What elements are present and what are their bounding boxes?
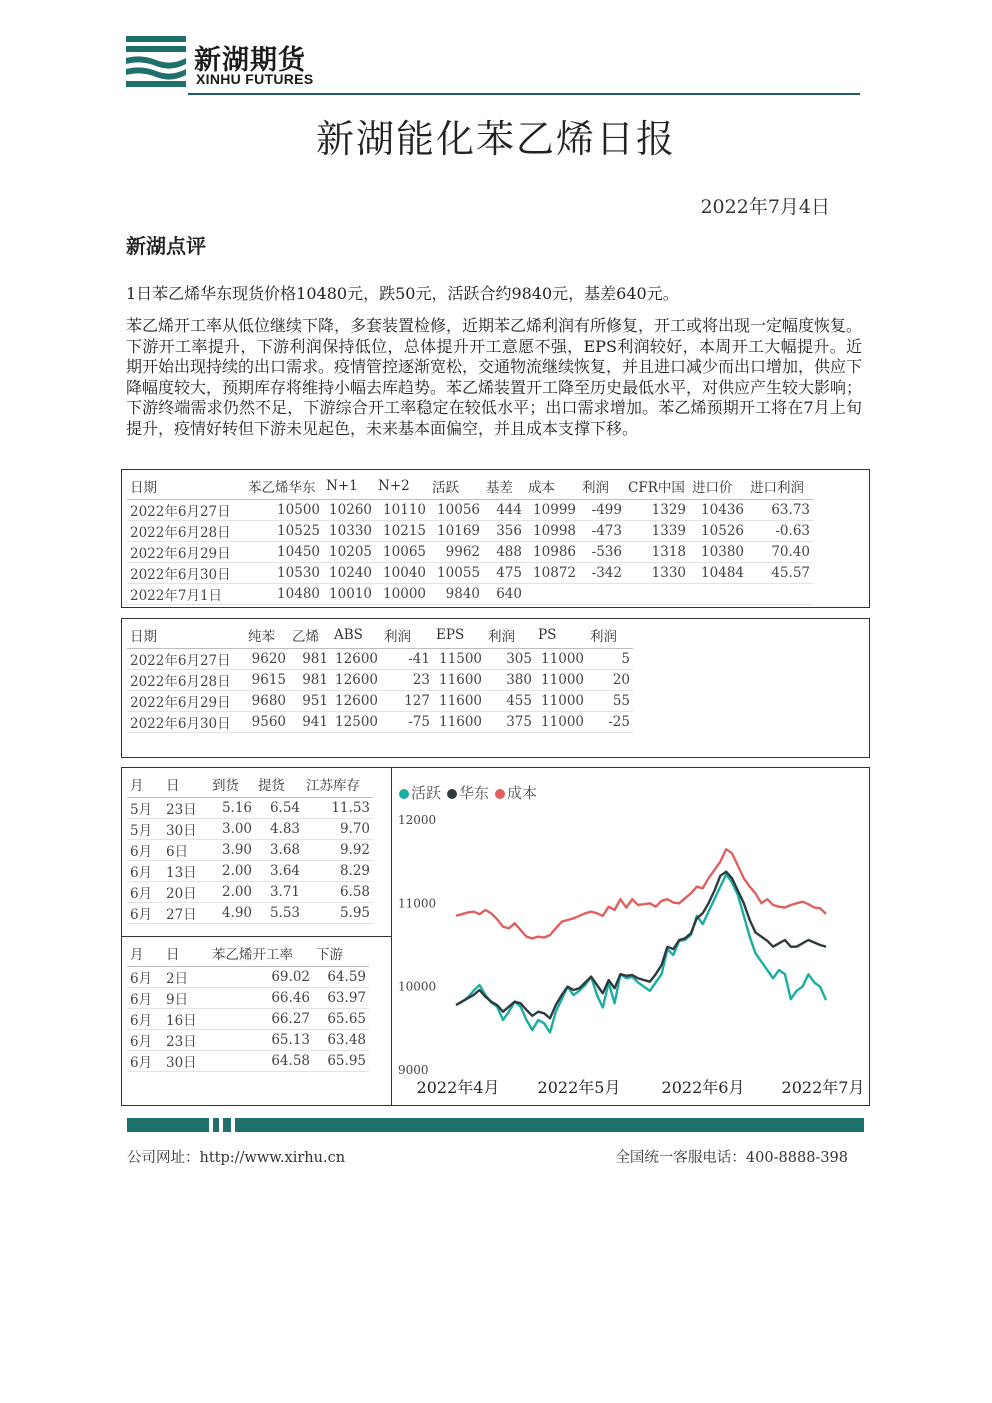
table-row xyxy=(127,712,633,733)
column-header: 苯乙烯开工率 xyxy=(209,940,313,967)
table-cell: 5月 xyxy=(127,819,163,840)
table-cell xyxy=(625,584,689,605)
table-cell: 5.95 xyxy=(303,903,373,924)
column-header: 下游 xyxy=(313,940,369,967)
table-row xyxy=(127,798,373,819)
table-cell: 20 xyxy=(587,670,633,691)
column-header: 江苏库存 xyxy=(303,771,373,798)
table-cell: 4.83 xyxy=(255,819,303,840)
table-cell: 2022年6月29日 xyxy=(127,542,245,563)
table-cell: 65.65 xyxy=(313,1009,369,1030)
table-cell: 10110 xyxy=(375,500,429,521)
table-row xyxy=(127,1030,369,1051)
table-cell: 3.68 xyxy=(255,840,303,861)
table-cell: 1329 xyxy=(625,500,689,521)
table-cell: 1318 xyxy=(625,542,689,563)
table-cell: -41 xyxy=(381,649,433,670)
table-cell xyxy=(579,584,625,605)
column-header: 利润 xyxy=(485,622,535,649)
table-cell: -499 xyxy=(579,500,625,521)
table-cell: 2022年6月30日 xyxy=(127,563,245,584)
table-row xyxy=(127,819,373,840)
column-header: CFR中国 xyxy=(625,473,689,500)
table-cell: 45.57 xyxy=(747,563,813,584)
inventory-table xyxy=(127,771,373,924)
table-cell: 69.02 xyxy=(209,967,313,988)
table-cell: 63.48 xyxy=(313,1030,369,1051)
table-cell: 11000 xyxy=(535,649,587,670)
report-title: 新湖能化苯乙烯日报 xyxy=(315,117,676,161)
table-row xyxy=(127,967,369,988)
column-header: 成本 xyxy=(525,473,579,500)
section-title: 新湖点评 xyxy=(126,234,206,258)
table-cell: 10525 xyxy=(245,521,323,542)
table-cell: 10998 xyxy=(525,521,579,542)
table-cell: 10065 xyxy=(375,542,429,563)
table-row xyxy=(127,584,813,605)
table-header-row xyxy=(127,622,633,649)
column-header: N+1 xyxy=(323,473,375,500)
column-header: 日期 xyxy=(127,622,245,649)
table-cell: 11000 xyxy=(535,712,587,733)
table-cell: 9680 xyxy=(245,691,289,712)
table-cell: 5.53 xyxy=(255,903,303,924)
table-cell: 11000 xyxy=(535,670,587,691)
y-tick-label: 10000 xyxy=(398,979,437,994)
table-cell: 6.58 xyxy=(303,882,373,903)
x-tick-label: 2022年4月 xyxy=(416,1078,500,1097)
table-cell: 10436 xyxy=(689,500,747,521)
table-row xyxy=(127,840,373,861)
table-cell: 8.29 xyxy=(303,861,373,882)
table-cell: 11600 xyxy=(433,712,485,733)
summary-paragraph: 1日苯乙烯华东现货价格10480元，跌50元，活跃合约9840元，基差640元。 xyxy=(126,284,679,303)
table-cell: 10530 xyxy=(245,563,323,584)
legend-label: 成本 xyxy=(507,784,538,802)
table-cell: 65.95 xyxy=(313,1051,369,1072)
table-row xyxy=(127,903,373,924)
table-cell: -25 xyxy=(587,712,633,733)
table-cell: 12600 xyxy=(331,649,381,670)
table-cell: 11600 xyxy=(433,691,485,712)
column-header: 进口利润 xyxy=(747,473,813,500)
downstream-profit-table xyxy=(127,622,633,733)
table-cell: 10056 xyxy=(429,500,483,521)
table-cell: 70.40 xyxy=(747,542,813,563)
table-cell: 951 xyxy=(289,691,331,712)
table-cell: 941 xyxy=(289,712,331,733)
table-cell: 9.92 xyxy=(303,840,373,861)
table-cell: 16日 xyxy=(163,1009,209,1030)
column-header: 乙烯 xyxy=(289,622,331,649)
table-cell: 9962 xyxy=(429,542,483,563)
table-cell: 981 xyxy=(289,670,331,691)
table-cell: 2.00 xyxy=(209,861,255,882)
table-cell: 1339 xyxy=(625,521,689,542)
table-row xyxy=(127,542,813,563)
y-tick-label: 11000 xyxy=(398,896,437,911)
customer-hotline: 全国统一客服电话：400-8888-398 xyxy=(615,1150,848,1166)
column-header: 利润 xyxy=(579,473,625,500)
table-cell: 2.00 xyxy=(209,882,255,903)
table-cell: 6月 xyxy=(127,903,163,924)
table-row xyxy=(127,861,373,882)
table-cell: 6月 xyxy=(127,861,163,882)
column-header: 提货 xyxy=(255,771,303,798)
series-line-活跃 xyxy=(456,874,826,1032)
table-cell: 11000 xyxy=(535,691,587,712)
table-cell xyxy=(689,584,747,605)
table-cell: 12500 xyxy=(331,712,381,733)
column-header: 基差 xyxy=(483,473,525,500)
column-header: 纯苯 xyxy=(245,622,289,649)
table-cell: 6月 xyxy=(127,840,163,861)
table-cell: 63.97 xyxy=(313,988,369,1009)
table-cell: 375 xyxy=(485,712,535,733)
table-cell: 2022年6月29日 xyxy=(127,691,245,712)
table-cell: 10010 xyxy=(323,584,375,605)
table-cell: 2日 xyxy=(163,967,209,988)
table-cell: 2022年6月27日 xyxy=(127,500,245,521)
column-header: 月 xyxy=(127,771,163,798)
table-cell: 10240 xyxy=(323,563,375,584)
column-header: 日 xyxy=(163,940,209,967)
table-cell: -536 xyxy=(579,542,625,563)
price-line-chart xyxy=(392,768,866,1102)
brand-name-en: XINHU FUTURES xyxy=(196,71,314,87)
table-cell: 3.64 xyxy=(255,861,303,882)
table-row xyxy=(127,500,813,521)
table-row xyxy=(127,1009,369,1030)
table-cell: 5.16 xyxy=(209,798,255,819)
column-header: 日 xyxy=(163,771,209,798)
legend-label: 活跃 xyxy=(411,784,442,802)
table-cell: 981 xyxy=(289,649,331,670)
table-cell: 10526 xyxy=(689,521,747,542)
table-cell: 455 xyxy=(485,691,535,712)
table-cell: 6月 xyxy=(127,988,163,1009)
table-cell: 11500 xyxy=(433,649,485,670)
table-cell: 356 xyxy=(483,521,525,542)
table-cell: 11600 xyxy=(433,670,485,691)
table-cell: 3.00 xyxy=(209,819,255,840)
table-row xyxy=(127,882,373,903)
table-row xyxy=(127,988,369,1009)
table-cell: 2022年6月27日 xyxy=(127,649,245,670)
table-cell: 10205 xyxy=(323,542,375,563)
series-line-成本 xyxy=(456,849,826,938)
table-cell: 3.90 xyxy=(209,840,255,861)
table-cell: 65.13 xyxy=(209,1030,313,1051)
table-cell: 127 xyxy=(381,691,433,712)
legend-label: 华东 xyxy=(459,784,490,802)
table-row xyxy=(127,649,633,670)
table-cell: 23日 xyxy=(163,798,209,819)
table-cell: 640 xyxy=(483,584,525,605)
column-header: 活跃 xyxy=(429,473,483,500)
table-cell: -0.63 xyxy=(747,521,813,542)
brand-name-cn: 新湖期货 xyxy=(194,45,306,76)
table-cell: 10999 xyxy=(525,500,579,521)
table-cell: 23 xyxy=(381,670,433,691)
table-cell: 10330 xyxy=(323,521,375,542)
table-cell: 2022年6月30日 xyxy=(127,712,245,733)
x-tick-label: 2022年5月 xyxy=(537,1078,621,1097)
table-cell: 12600 xyxy=(331,670,381,691)
table-cell: 10055 xyxy=(429,563,483,584)
report-date: 2022年7月4日 xyxy=(700,196,830,218)
analysis-paragraph: 苯乙烯开工率从低位继续下降，多套装置检修，近期苯乙烯利润有所修复，开工或将出现一定幅度恢复。下游开工率提升，下游利润保持低位，总体提升开工意愿不强，EPS利润较好，本周开工大幅提升。近期开始出现持续的出口需求。疫情管控逐渐宽松，交通物流继续恢复，并且进口减少而出口增加，供应下降幅度较大，预期库存将维持小幅去库趋势。苯乙烯装置开工降至历史最低水平，对供应产生较大影响；下游终端需求仍然不足，下游综合开工率稳定在较低水平；出口需求增加。苯乙烯预期开工将在7月上旬提升，疫情好转但下游未见起色，未来基本面偏空，并且成本支撑下移。 xyxy=(126,316,863,438)
table-cell: 6月 xyxy=(127,967,163,988)
table-cell: 30日 xyxy=(163,819,209,840)
table-cell: 6日 xyxy=(163,840,209,861)
table-cell: -75 xyxy=(381,712,433,733)
y-tick-label: 12000 xyxy=(398,813,437,827)
table-cell: 305 xyxy=(485,649,535,670)
table-header-row xyxy=(127,771,373,798)
table-cell: 6月 xyxy=(127,1009,163,1030)
table-cell: 55 xyxy=(587,691,633,712)
table-cell: 9620 xyxy=(245,649,289,670)
table-cell: 9560 xyxy=(245,712,289,733)
table-cell: 11.53 xyxy=(303,798,373,819)
table-cell: 10872 xyxy=(525,563,579,584)
table-cell: 2022年6月28日 xyxy=(127,670,245,691)
table-cell: 10986 xyxy=(525,542,579,563)
table-cell: 10260 xyxy=(323,500,375,521)
table-cell xyxy=(525,584,579,605)
table-cell: 5月 xyxy=(127,798,163,819)
table-cell: 10169 xyxy=(429,521,483,542)
table-cell: 4.90 xyxy=(209,903,255,924)
column-header: ABS xyxy=(331,622,381,649)
column-header: 苯乙烯华东 xyxy=(245,473,323,500)
table-cell: 30日 xyxy=(163,1051,209,1072)
table-row xyxy=(127,670,633,691)
table-row xyxy=(127,521,813,542)
table-cell: 6月 xyxy=(127,1051,163,1072)
table-cell: 475 xyxy=(483,563,525,584)
table-cell: 10000 xyxy=(375,584,429,605)
column-header: 到货 xyxy=(209,771,255,798)
table-cell: 6月 xyxy=(127,882,163,903)
x-tick-label: 2022年7月 xyxy=(781,1078,865,1097)
table-row xyxy=(127,691,633,712)
footer-bar xyxy=(127,1118,864,1132)
column-header: 进口价 xyxy=(689,473,747,500)
table-cell: 3.71 xyxy=(255,882,303,903)
x-tick-label: 2022年6月 xyxy=(661,1078,745,1097)
column-header: EPS xyxy=(433,622,485,649)
table-cell: 10484 xyxy=(689,563,747,584)
table-cell: 488 xyxy=(483,542,525,563)
header-divider xyxy=(188,93,860,95)
table-cell: -342 xyxy=(579,563,625,584)
table-cell: 6.54 xyxy=(255,798,303,819)
column-header: N+2 xyxy=(375,473,429,500)
table-cell: 12600 xyxy=(331,691,381,712)
table-cell: 380 xyxy=(485,670,535,691)
table-cell: 9840 xyxy=(429,584,483,605)
table-cell: 10215 xyxy=(375,521,429,542)
table-cell: 63.73 xyxy=(747,500,813,521)
operating-rate-table xyxy=(127,940,369,1072)
table-row xyxy=(127,563,813,584)
table-cell: 10500 xyxy=(245,500,323,521)
table-cell: 10380 xyxy=(689,542,747,563)
table-cell: 10040 xyxy=(375,563,429,584)
table-cell: 9日 xyxy=(163,988,209,1009)
series-line-华东 xyxy=(456,872,826,1019)
column-header: PS xyxy=(535,622,587,649)
table-cell: 23日 xyxy=(163,1030,209,1051)
table-cell: 444 xyxy=(483,500,525,521)
table-cell: 9.70 xyxy=(303,819,373,840)
table-cell: 64.58 xyxy=(209,1051,313,1072)
table-row xyxy=(127,1051,369,1072)
table-cell xyxy=(747,584,813,605)
table-cell: 2022年7月1日 xyxy=(127,584,245,605)
table-cell: 9615 xyxy=(245,670,289,691)
table-cell: 5 xyxy=(587,649,633,670)
table-cell: -473 xyxy=(579,521,625,542)
column-header: 利润 xyxy=(587,622,633,649)
column-header: 月 xyxy=(127,940,163,967)
table-cell: 64.59 xyxy=(313,967,369,988)
table-cell: 66.27 xyxy=(209,1009,313,1030)
table-cell: 66.46 xyxy=(209,988,313,1009)
column-header: 利润 xyxy=(381,622,433,649)
company-website: 公司网址：http://www.xirhu.cn xyxy=(127,1150,346,1166)
table-header-row xyxy=(127,473,813,500)
table-cell: 13日 xyxy=(163,861,209,882)
column-header: 日期 xyxy=(127,473,245,500)
table-cell: 1330 xyxy=(625,563,689,584)
xinhu-logo-mark-icon xyxy=(126,36,186,88)
y-tick-label: 9000 xyxy=(398,1063,429,1077)
table-cell: 20日 xyxy=(163,882,209,903)
table-cell: 27日 xyxy=(163,903,209,924)
price-table xyxy=(127,473,813,605)
table-cell: 2022年6月28日 xyxy=(127,521,245,542)
table-cell: 10480 xyxy=(245,584,323,605)
table-header-row xyxy=(127,940,369,967)
table-cell: 10450 xyxy=(245,542,323,563)
table-cell: 6月 xyxy=(127,1030,163,1051)
